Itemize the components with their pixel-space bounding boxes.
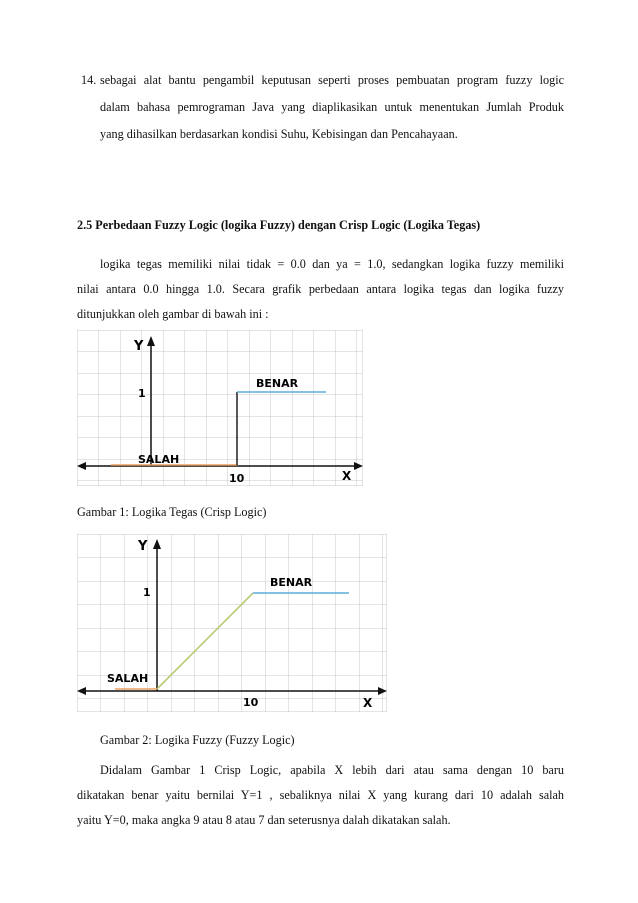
benar-label: BENAR xyxy=(256,377,299,390)
section-heading: 2.5 Perbedaan Fuzzy Logic (logika Fuzzy) dengan Crisp Logic (Logika Tegas) xyxy=(77,218,481,232)
fuzzy-logic-chart xyxy=(77,534,387,712)
closing-paragraph-line-1: Didalam Gambar 1 Crisp Logic, apabila X lebih dari atau sama dengan 10 baru xyxy=(100,763,564,777)
closing-paragraph-line-2: dikatakan benar yaitu bernilai Y=1 , sebaliknya nilai X yang kurang dari 10 adalah salah xyxy=(77,788,564,802)
figure1-caption: Gambar 1: Logika Tegas (Crisp Logic) xyxy=(77,505,267,519)
y-tick-1: 1 xyxy=(138,387,146,400)
y-axis-label: Y xyxy=(138,539,148,554)
x-tick-10: 10 xyxy=(243,696,259,709)
x-axis-label: X xyxy=(342,469,352,483)
chart-grid xyxy=(77,330,363,486)
list-line-3: yang dihasilkan berdasarkan kondisi Suhu, Kebisingan dan Pencahayaan. xyxy=(100,127,458,141)
section-paragraph-line-1: logika tegas memiliki nilai tidak = 0.0 dan ya = 1.0, sedangkan logika fuzzy memiliki xyxy=(100,257,564,271)
salah-label: SALAH xyxy=(107,672,149,685)
y-axis-label: Y xyxy=(134,339,144,354)
list-number: 14. xyxy=(81,73,97,87)
closing-paragraph-line-3: yaitu Y=0, maka angka 9 atau 8 atau 7 dan seterusnya dalah dikatakan salah. xyxy=(77,813,451,827)
x-tick-10: 10 xyxy=(229,472,245,485)
section-paragraph-line-2: nilai antara 0.0 hingga 1.0. Secara grafik perbedaan antara logika tegas dan logika fuzzy xyxy=(77,282,564,296)
benar-label: BENAR xyxy=(270,576,313,589)
chart-grid xyxy=(77,534,387,712)
list-line-1: sebagai alat bantu pengambil keputusan seperti proses pembuatan program fuzzy logic xyxy=(100,73,564,87)
y-tick-1: 1 xyxy=(143,586,151,599)
x-axis-label: X xyxy=(363,696,373,710)
salah-label: SALAH xyxy=(138,453,180,466)
figure2-caption: Gambar 2: Logika Fuzzy (Fuzzy Logic) xyxy=(100,733,295,747)
section-paragraph-line-3: ditunjukkan oleh gambar di bawah ini : xyxy=(77,307,269,321)
list-line-2: dalam bahasa pemrograman Java yang diaplikasikan untuk menentukan Jumlah Produk xyxy=(100,100,564,114)
crisp-logic-chart xyxy=(77,330,363,486)
